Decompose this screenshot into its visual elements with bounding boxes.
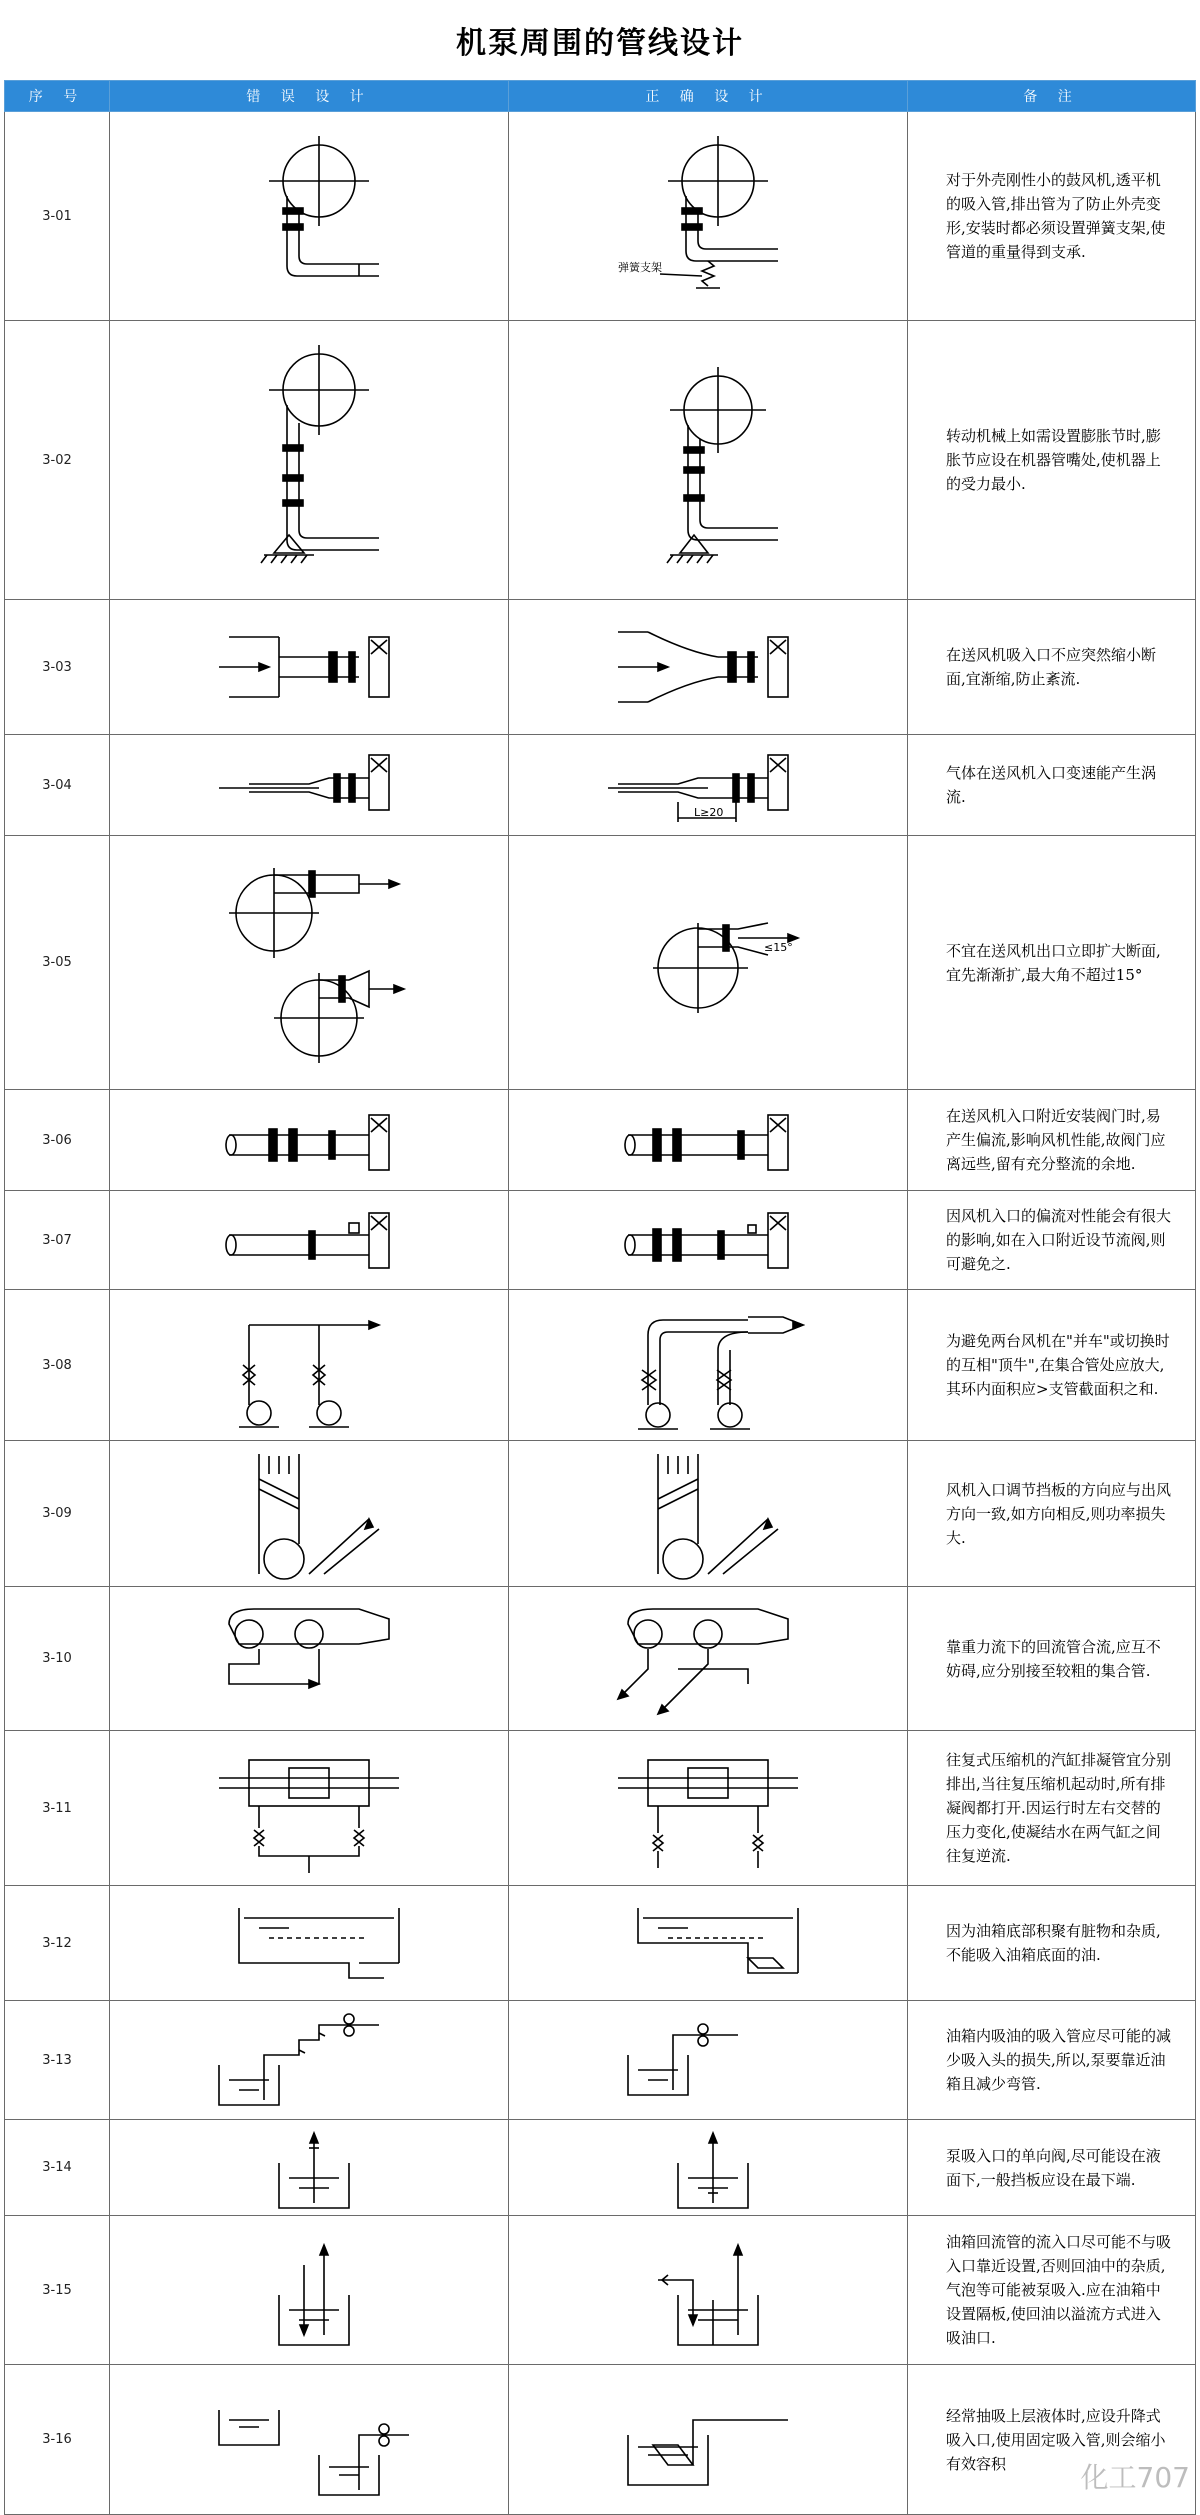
wrong-design-cell	[110, 1731, 509, 1886]
right-design-figure	[598, 1444, 818, 1584]
table-row	[5, 1886, 1196, 2001]
table-header-row	[5, 81, 1196, 112]
wrong-design-cell	[110, 1441, 509, 1587]
wrong-design-cell	[110, 1886, 509, 2001]
wrong-design-figure	[199, 1738, 419, 1878]
header-no: 序 号	[5, 81, 110, 112]
table-row	[5, 836, 1196, 1090]
table-row	[5, 2001, 1196, 2120]
wrong-design-cell	[110, 112, 509, 321]
wrong-design-figure	[199, 126, 419, 306]
row-number: 3-12	[5, 1886, 110, 2001]
row-number: 3-05	[5, 836, 110, 1090]
right-design-figure	[598, 1594, 818, 1724]
wrong-design-cell	[110, 735, 509, 836]
note-cell: 往复式压缩机的汽缸排凝管宜分别排出,当往复压缩机起动时,所有排凝阀都打开.因运行时左右交替的压力变化,使凝结水在两气缸之间往复逆流.	[908, 1731, 1196, 1886]
row-number: 3-07	[5, 1191, 110, 1290]
row-number: 3-13	[5, 2001, 110, 2120]
table-row	[5, 2365, 1196, 2515]
note-cell: 不宜在送风机出口立即扩大断面,宜先渐渐扩,最大角不超过15°	[908, 836, 1196, 1090]
wrong-design-figure	[199, 335, 419, 585]
right-design-cell	[509, 1090, 908, 1191]
right-design-figure	[598, 1893, 818, 1993]
right-design-cell	[509, 1441, 908, 1587]
table-row	[5, 1587, 1196, 1731]
table-row	[5, 735, 1196, 836]
note-cell: 靠重力流下的回流管合流,应互不妨碍,应分别接至较粗的集合管.	[908, 1587, 1196, 1731]
wrong-design-figure	[199, 1444, 419, 1584]
table-row	[5, 1731, 1196, 1886]
right-design-figure	[598, 1095, 818, 1185]
table-row	[5, 1090, 1196, 1191]
right-design-cell	[509, 2365, 908, 2515]
row-number: 3-09	[5, 1441, 110, 1587]
note-cell: 因风机入口的偏流对性能会有很大的影响,如在入口附近设节流阀,则可避免之.	[908, 1191, 1196, 1290]
note-cell: 气体在送风机入口变速能产生涡流.	[908, 735, 1196, 836]
right-design-figure	[598, 1738, 818, 1878]
table-row	[5, 2120, 1196, 2216]
row-number: 3-16	[5, 2365, 110, 2515]
table-row	[5, 600, 1196, 735]
note-cell: 因为油箱底部积聚有脏物和杂质,不能吸入油箱底面的油.	[908, 1886, 1196, 2001]
right-design-cell	[509, 1290, 908, 1441]
note-cell: 转动机械上如需设置膨胀节时,膨胀节应设在机器管嘴处,使机器上的受力最小.	[908, 321, 1196, 600]
wrong-design-figure	[199, 2375, 419, 2505]
wrong-design-figure	[199, 2123, 419, 2213]
right-design-figure	[598, 1195, 818, 1285]
right-design-figure	[598, 126, 818, 306]
length-label: L≥20	[694, 806, 724, 819]
angle-label: ≤15°	[764, 940, 793, 954]
right-design-figure	[598, 612, 818, 722]
right-design-figure	[598, 843, 818, 1083]
row-number: 3-10	[5, 1587, 110, 1731]
wrong-design-cell	[110, 1587, 509, 1731]
table-row	[5, 321, 1196, 600]
right-design-figure	[598, 1295, 818, 1435]
right-design-cell	[509, 600, 908, 735]
wrong-design-cell	[110, 2365, 509, 2515]
right-design-cell	[509, 735, 908, 836]
right-design-cell	[509, 1731, 908, 1886]
note-cell: 经常抽吸上层液体时,应设升降式吸入口,使用固定吸入管,则会缩小有效容积	[908, 2365, 1196, 2515]
note-cell: 为避免两台风机在"并车"或切换时的互相"顶牛",在集合管处应放大,其环内面积应>支管截面积之和.	[908, 1290, 1196, 1441]
right-design-figure	[598, 2225, 818, 2355]
note-cell: 油箱内吸油的吸入管应尽可能的减少吸入头的损失,所以,泵要靠近油箱且减少弯管.	[908, 2001, 1196, 2120]
right-design-cell	[509, 321, 908, 600]
right-design-figure	[598, 740, 818, 830]
row-number: 3-06	[5, 1090, 110, 1191]
spring-support-label: 弹簧支架	[618, 261, 662, 274]
right-design-figure	[598, 335, 818, 585]
right-design-cell	[509, 2216, 908, 2365]
wrong-design-cell	[110, 600, 509, 735]
design-table	[4, 80, 1196, 2515]
wrong-design-figure	[199, 1594, 419, 1724]
wrong-design-cell	[110, 321, 509, 600]
wrong-design-cell	[110, 2216, 509, 2365]
right-design-cell	[509, 836, 908, 1090]
right-design-figure	[598, 2123, 818, 2213]
row-number: 3-04	[5, 735, 110, 836]
wrong-design-figure	[199, 1295, 419, 1435]
table-row	[5, 1290, 1196, 1441]
right-design-cell	[509, 1587, 908, 1731]
wrong-design-figure	[199, 2005, 419, 2115]
wrong-design-cell	[110, 836, 509, 1090]
right-design-cell	[509, 1191, 908, 1290]
wrong-design-cell	[110, 2001, 509, 2120]
header-note: 备 注	[908, 81, 1196, 112]
row-number: 3-02	[5, 321, 110, 600]
wrong-design-figure	[199, 740, 419, 830]
wrong-design-figure	[199, 612, 419, 722]
table-row	[5, 112, 1196, 321]
row-number: 3-03	[5, 600, 110, 735]
right-design-figure	[598, 2005, 818, 2115]
note-cell: 风机入口调节挡板的方向应与出风方向一致,如方向相反,则功率损失大.	[908, 1441, 1196, 1587]
table-row	[5, 1191, 1196, 1290]
row-number: 3-08	[5, 1290, 110, 1441]
right-design-cell	[509, 1886, 908, 2001]
wrong-design-cell	[110, 1090, 509, 1191]
wrong-design-cell	[110, 1191, 509, 1290]
wrong-design-figure	[199, 843, 419, 1083]
row-number: 3-11	[5, 1731, 110, 1886]
wrong-design-figure	[199, 1095, 419, 1185]
wrong-design-cell	[110, 1290, 509, 1441]
page-title: 机泵周围的管线设计	[456, 26, 744, 61]
wrong-design-cell	[110, 2120, 509, 2216]
note-cell: 在送风机吸入口不应突然缩小断面,宜渐缩,防止紊流.	[908, 600, 1196, 735]
wrong-design-figure	[199, 1893, 419, 1993]
right-design-figure	[598, 2375, 818, 2505]
row-number: 3-14	[5, 2120, 110, 2216]
note-cell: 对于外壳刚性小的鼓风机,透平机的吸入管,排出管为了防止外壳变形,安装时都必须设置弹簧支架,使管道的重量得到支承.	[908, 112, 1196, 321]
note-cell: 油箱回流管的流入口尽可能不与吸入口靠近设置,否则回油中的杂质,气泡等可能被泵吸入.应在油箱中设置隔板,使回油以溢流方式进入吸油口.	[908, 2216, 1196, 2365]
right-design-cell	[509, 2001, 908, 2120]
right-design-cell	[509, 2120, 908, 2216]
table-row	[5, 1441, 1196, 1587]
right-design-cell	[509, 112, 908, 321]
note-cell: 在送风机入口附近安装阀门时,易产生偏流,影响风机性能,故阀门应离远些,留有充分整流的余地.	[908, 1090, 1196, 1191]
row-number: 3-15	[5, 2216, 110, 2365]
row-number: 3-01	[5, 112, 110, 321]
header-right: 正 确 设 计	[509, 81, 908, 112]
wrong-design-figure	[199, 1195, 419, 1285]
table-row	[5, 2216, 1196, 2365]
watermark-text: 化工707	[1080, 2461, 1190, 2494]
wrong-design-figure	[199, 2225, 419, 2355]
note-cell: 泵吸入口的单向阀,尽可能设在液面下,一般挡板应设在最下端.	[908, 2120, 1196, 2216]
header-wrong: 错 误 设 计	[110, 81, 509, 112]
